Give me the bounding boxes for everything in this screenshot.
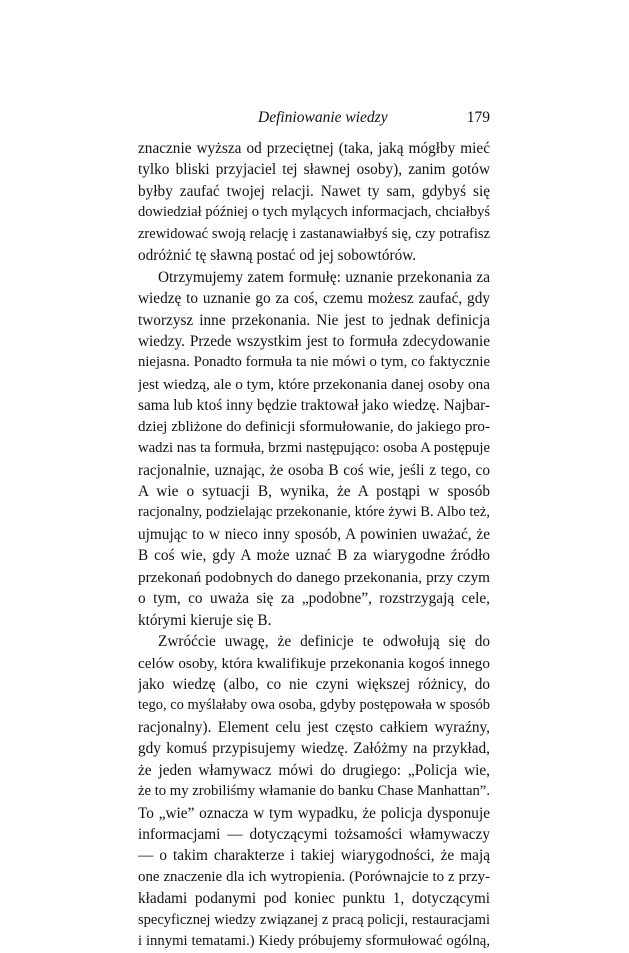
text-line: wiedzę to uznanie go za coś, czemu możesz zaufać, gdy — [138, 290, 490, 308]
text-line: niejasna. Ponadto formuła ta nie mówi o tym, co faktycznie — [138, 354, 490, 371]
text-line: A wie o sytuacji B, wynika, że A postąpi w sposób — [138, 483, 490, 500]
text-line: ujmując to w nieco inny sposób, A powinien uważać, że — [138, 525, 490, 543]
text-line: wadzi nas ta formuła, brzmi następująco: osoba A postępuje — [138, 440, 490, 457]
text-line: B coś wie, gdy A może uznać B za wiarygodne źródło — [138, 547, 490, 565]
text-line: którymi kieruje się B. — [138, 611, 272, 629]
text-line: tego, co myślałaby owa osoba, gdyby postępowała w sposób — [138, 697, 490, 714]
text-line: dziej zbliżone do definicji sformułowanie, do jakiego pro- — [138, 418, 490, 435]
text-line: racjonalny). Element celu jest często całkiem wyraźny, — [138, 718, 490, 736]
text-line: Otrzymujemy zatem formułę: uznanie przekonania za — [158, 268, 490, 286]
text-line: Zwróćcie uwagę, że definicje te odwołują się do — [158, 633, 490, 651]
text-line: że to my zrobiliśmy włamanie do banku Chase Manhattan”. — [138, 783, 490, 800]
running-head — [138, 108, 490, 128]
text-line: gdy komuś przypisujemy wiedzę. Załóżmy na przykład, — [138, 740, 490, 758]
text-line: tworzysz inne przekonania. Nie jest to jednak definicja — [138, 311, 490, 329]
running-title: Definiowanie wiedzy — [258, 109, 388, 126]
body-text — [138, 138, 490, 953]
text-line: i innymi tematami.) Kiedy próbujemy sformułować ogólną, — [138, 933, 490, 950]
text-line: o tym, co uważa się za „podobne”, rozstrzygają cele, — [138, 590, 490, 608]
text-line: zrewidować swoją relację i zastanawiałbyś się, czy potrafisz — [138, 225, 490, 242]
text-line: znacznie wyższa od przeciętnej (taka, jaką mógłby mieć — [138, 140, 490, 157]
text-line: dowiedział później o tych mylących informacjach, chciałbyś — [138, 204, 490, 221]
text-line: racjonalnie, uznając, że osoba B coś wie, jeśli z tego, co — [138, 461, 490, 479]
text-line: sama lub ktoś inny będzie traktował jako wiedzę. Najbar- — [138, 397, 490, 415]
text-line: jest wiedzą, ale o tym, które przekonania danej osoby ona — [138, 375, 490, 393]
text-line: przekonań podobnych do danego przekonania, przy czym — [138, 568, 490, 586]
text-line: — o takim charakterze i takiej wiarygodności, że mają — [138, 847, 490, 865]
text-line: informacjami — dotyczącymi tożsamości włamywaczy — [138, 826, 490, 843]
text-line: jako wiedzę (albo, co nie czyni większej różnicy, do — [138, 675, 490, 693]
text-line: byłby zaufać twojej relacji. Nawet ty sam, gdybyś się — [138, 182, 490, 200]
text-line: racjonalny, podzielając przekonanie, które żywi B. Albo też, — [138, 504, 490, 521]
text-line: kładami podanymi pod koniec punktu 1, dotyczącymi — [138, 890, 490, 908]
text-line: odróżnić tę sławną postać od jej sobowtórów. — [138, 247, 417, 265]
page-number: 179 — [466, 109, 490, 126]
text-line: one znaczenie dla ich wytropienia. (Porównajcie to z przy- — [138, 868, 490, 885]
text-line: że jeden włamywacz mówi do drugiego: „Policja wie, — [138, 761, 490, 779]
text-line: celów osoby, która kwalifikuje przekonania kogoś innego — [138, 654, 490, 672]
text-line: wiedzy. Przede wszystkim jest to formuła zdecydowanie — [138, 332, 490, 350]
text-line: To „wie” oznacza w tym wypadku, że policja dysponuje — [138, 804, 490, 822]
text-line: tylko bliski przyjaciel tej sławnej osoby), zanim gotów — [138, 161, 490, 179]
text-line: specyficznej wiedzy związanej z pracą policji, restauracjami — [138, 911, 490, 928]
